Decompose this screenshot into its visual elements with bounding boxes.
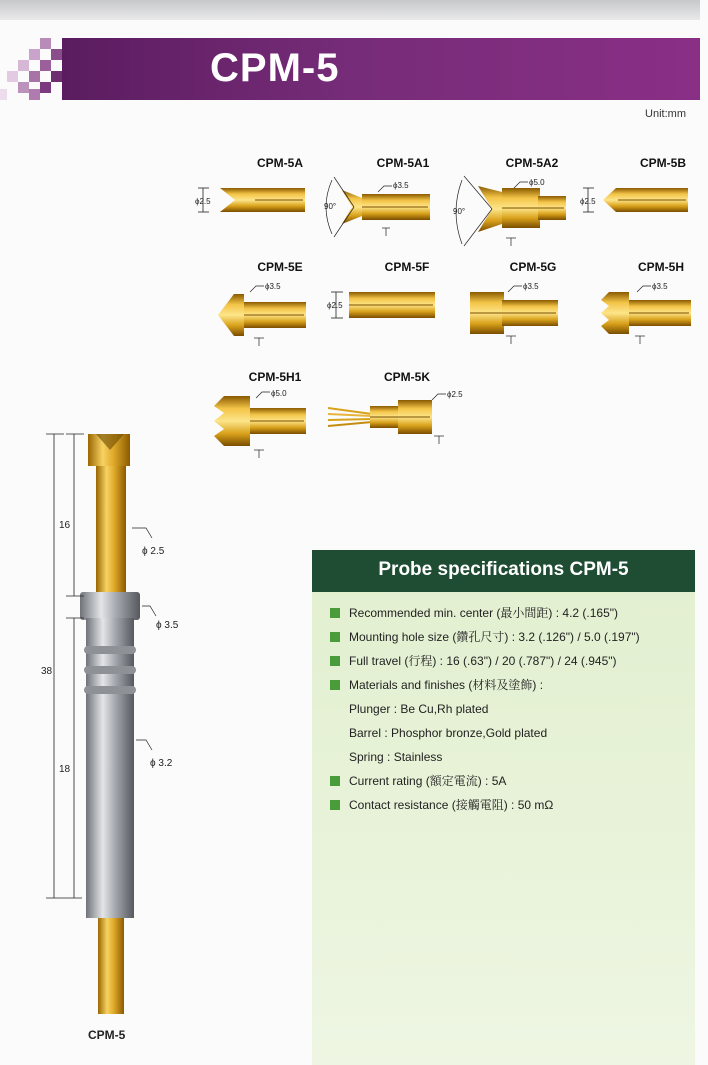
bullet-icon <box>330 776 340 786</box>
dim-barrel-diameter: ϕ 3.2 <box>150 758 173 769</box>
spec-list <box>330 604 690 820</box>
tip-label: CPM-5F <box>384 260 430 274</box>
tip-label: CPM-5H <box>637 260 684 274</box>
spec-text: Contact resistance (接觸電阻) : 50 mΩ <box>349 798 554 812</box>
material-item <box>330 700 690 724</box>
probe-diagram <box>0 420 300 1065</box>
tip-label: CPM-5A1 <box>376 156 430 170</box>
tip-label: CPM-5A2 <box>505 156 559 170</box>
tip-label: CPM-5H1 <box>248 370 302 384</box>
spec-item <box>330 628 690 652</box>
material-text: Spring : Stainless <box>349 750 443 764</box>
tip-dim: 90° <box>453 207 466 216</box>
tip-dim: ϕ2.5 <box>580 197 596 206</box>
dim-plunger-length: 16 <box>59 520 71 531</box>
material-text: Barrel : Phosphor bronze,Gold plated <box>349 726 548 740</box>
header-band <box>62 38 700 100</box>
tip-dim: ϕ2.5 <box>447 390 463 399</box>
spec-item <box>330 676 690 700</box>
spec-header <box>312 550 695 592</box>
bullet-icon <box>330 800 340 810</box>
tip-label: CPM-5G <box>509 260 557 274</box>
tip-dim: ϕ3.5 <box>652 282 668 291</box>
tip-cpm-5a2 <box>450 172 570 252</box>
material-text: Plunger : Be Cu,Rh plated <box>349 702 489 716</box>
tip-cpm-5e <box>210 278 310 348</box>
spec-text: Full travel (行程) : 16 (.63") / 20 (.787") / 24 (.945") <box>349 654 617 668</box>
top-bar <box>0 0 700 20</box>
tip-dim: ϕ3.5 <box>393 181 409 190</box>
tip-dim: ϕ5.0 <box>529 178 545 187</box>
bullet-icon <box>330 608 340 618</box>
tip-dim: 90° <box>324 202 337 211</box>
spec-item <box>330 772 690 796</box>
bullet-icon <box>330 656 340 666</box>
spec-title: Probe specifications CPM-5 <box>378 559 629 580</box>
bullet-icon <box>330 680 340 690</box>
dim-total-length: 38 <box>41 666 53 677</box>
tip-dim: ϕ2.5 <box>195 197 211 206</box>
tip-cpm-5f <box>325 282 440 327</box>
diagram-label: CPM-5 <box>88 1028 126 1042</box>
tip-cpm-5k <box>320 386 463 446</box>
tip-cpm-5g <box>462 278 562 348</box>
tip-dim: ϕ3.5 <box>523 282 539 291</box>
tip-label: CPM-5B <box>639 156 686 170</box>
dim-barrel-length: 18 <box>59 764 71 775</box>
spec-item <box>330 604 690 628</box>
tip-cpm-5b <box>578 178 693 223</box>
dim-collar-diameter: ϕ 3.5 <box>156 620 179 631</box>
tip-dim: ϕ2.5 <box>327 301 343 310</box>
spec-text: Mounting hole size (鑽孔尺寸) : 3.2 (.126") / 5.0 (.197") <box>349 630 640 644</box>
spec-text: Materials and finishes (材料及塗飾) : <box>349 678 544 692</box>
material-item <box>330 748 690 772</box>
page-title: CPM-5 <box>210 46 340 90</box>
dim-plunger-diameter: ϕ 2.5 <box>142 546 165 557</box>
spec-item <box>330 652 690 676</box>
tip-label: CPM-5A <box>256 156 303 170</box>
checker-pattern <box>0 38 62 100</box>
tip-cpm-5a1 <box>318 172 438 242</box>
spec-text: Recommended min. center (最小間距) : 4.2 (.165") <box>349 606 619 620</box>
bullet-icon <box>330 632 340 642</box>
unit-label: Unit:mm <box>645 108 686 120</box>
material-item <box>330 724 690 748</box>
tip-dim: ϕ3.5 <box>265 282 281 291</box>
spec-item <box>330 796 690 820</box>
tip-cpm-5h <box>595 278 695 348</box>
tip-label: CPM-5K <box>383 370 430 384</box>
tip-label: CPM-5E <box>257 260 303 274</box>
tip-cpm-5a <box>195 178 310 223</box>
tip-dim: ϕ5.0 <box>271 389 287 398</box>
spec-text: Current rating (額定電流) : 5A <box>349 774 507 788</box>
